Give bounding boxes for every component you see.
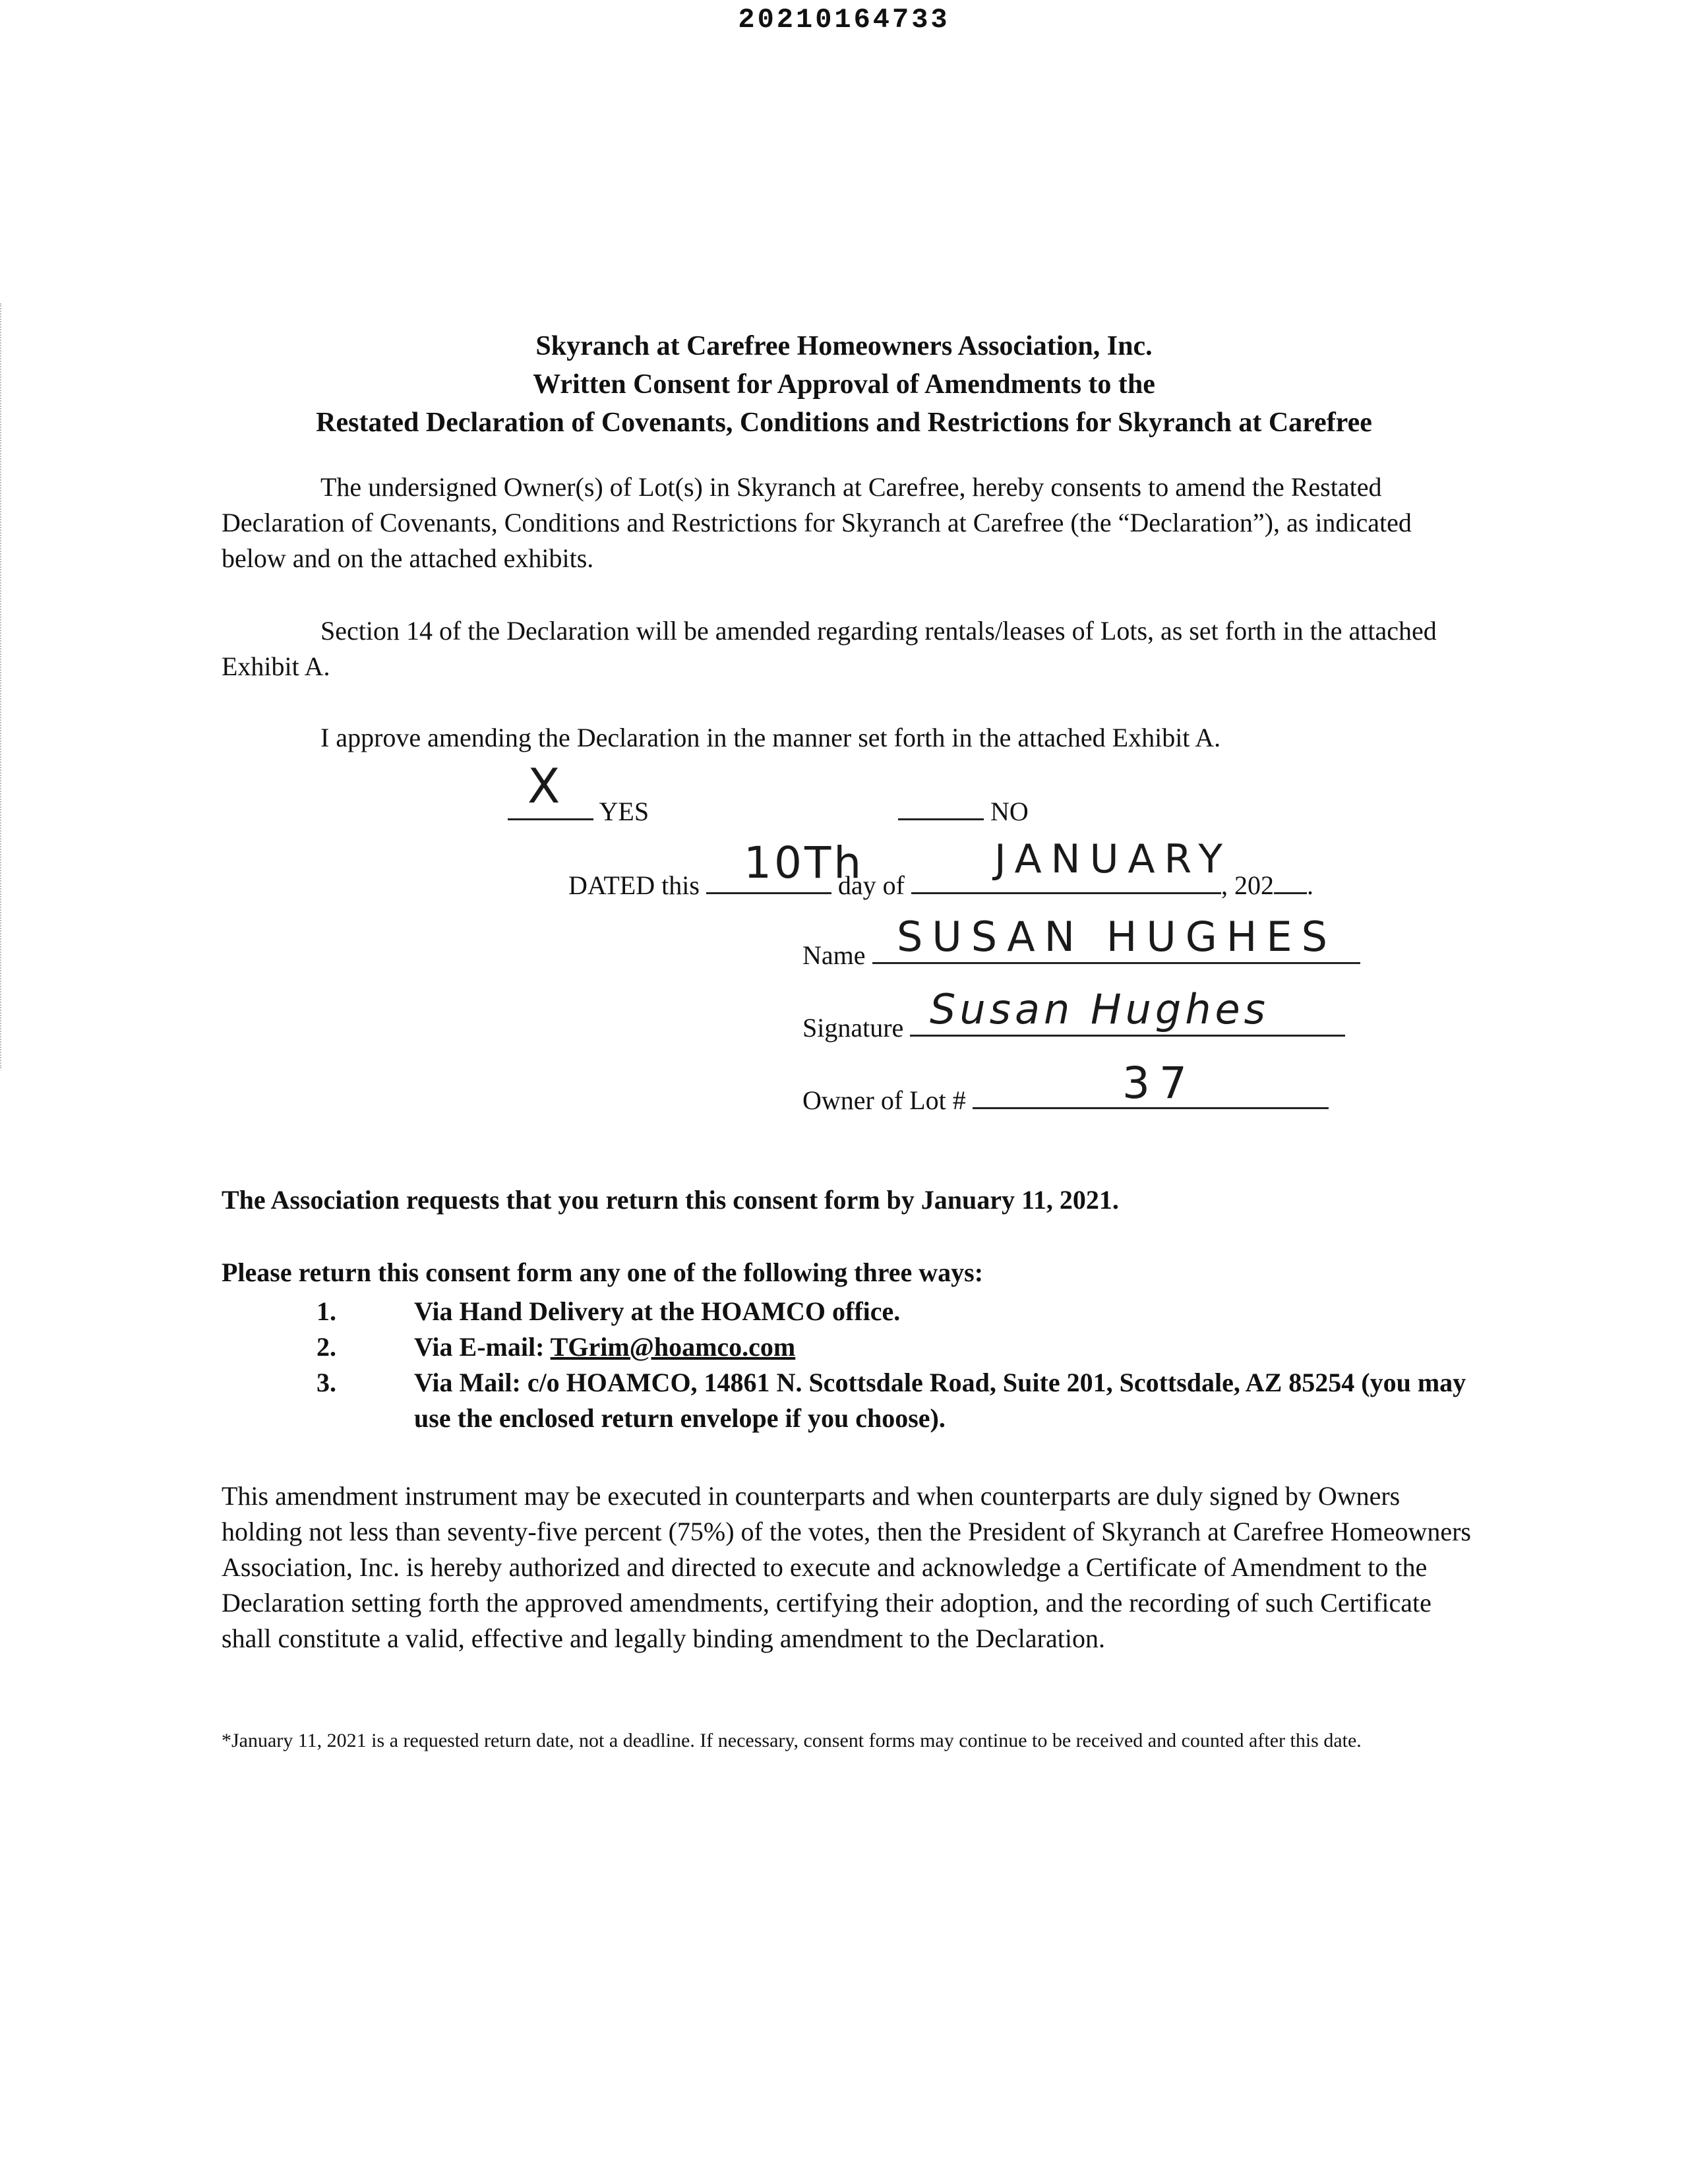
footnote: *January 11, 2021 is a requested return date, not a deadline. If necessary, consent forms may continue to be received and counted after this date.	[222, 1730, 1362, 1751]
recording-number: 20210164733	[738, 4, 950, 36]
email-prefix: Via E-mail:	[414, 1332, 551, 1362]
list-number: 2.	[316, 1332, 336, 1362]
handwritten-month: JANUARY	[994, 836, 1232, 882]
lot-label: Owner of Lot #	[802, 1085, 966, 1115]
day-of-label: day of	[837, 870, 905, 900]
yes-label: YES	[599, 797, 649, 826]
scan-edge-marks	[0, 303, 5, 1068]
return-method-hand-delivery	[316, 1294, 1477, 1329]
return-instructions: Please return this consent form any one of the following three ways:	[222, 1258, 984, 1287]
return-method-mail	[316, 1365, 1477, 1436]
document-title	[132, 327, 1556, 442]
list-number: 3.	[316, 1368, 336, 1397]
handwritten-day: 10Th	[744, 837, 864, 888]
approval-statement: I approve amending the Declaration in the manner set forth in the attached Exhibit A.	[320, 723, 1221, 752]
year-end: .	[1306, 870, 1313, 900]
consent-paragraph: The undersigned Owner(s) of Lot(s) in Skyranch at Carefree, hereby consents to amend the Restated Declaration of Covenants, Conditions and Restrictions for Skyranch at Carefree (the “Declaration”), as indicated below and on the attached exhibits.	[222, 472, 1412, 573]
handwritten-lot: 37	[1122, 1058, 1196, 1108]
lot-row	[802, 1083, 1329, 1117]
year-field[interactable]	[1274, 868, 1307, 894]
handwritten-name: SUSAN HUGHES	[897, 913, 1337, 961]
title-line-2: Written Consent for Approval of Amendments to the	[533, 369, 1155, 400]
return-method-email	[316, 1329, 1477, 1365]
yes-checkmark: X	[528, 758, 570, 814]
title-line-3: Restated Declaration of Covenants, Conditions and Restrictions for Skyranch at Carefree	[316, 408, 1372, 438]
list-number: 1.	[316, 1296, 336, 1326]
year-label: , 202	[1221, 870, 1274, 900]
list-text: Via Mail: c/o HOAMCO, 14861 N. Scottsdale Road, Suite 201, Scottsdale, AZ 85254 (you may use the enclosed return envelope if you choose).	[414, 1368, 1466, 1433]
no-label: NO	[990, 797, 1029, 826]
no-blank[interactable]	[898, 795, 984, 820]
handwritten-signature: Susan Hughes	[930, 985, 1269, 1033]
email-link[interactable]: TGrim@hoamco.com	[550, 1332, 796, 1362]
section-14-paragraph: Section 14 of the Declaration will be amended regarding rentals/leases of Lots, as set forth in the attached Exhibit A.	[222, 616, 1437, 681]
list-text	[414, 1329, 1477, 1365]
return-request: The Association requests that you return this consent form by January 11, 2021.	[222, 1185, 1119, 1215]
no-option[interactable]	[898, 795, 1029, 828]
title-line-1: Skyranch at Carefree Homeowners Association, Inc.	[535, 331, 1153, 361]
counterparts-paragraph: This amendment instrument may be executed in counterparts and when counterparts are duly signed by Owners holding not less than seventy-five percent (75%) of the votes, then the President of Skyranch at Carefree Homeowners Association, Inc. is hereby authorized and directed to execute and acknowledge a Certificate of Amendment to the Declaration setting forth the approved amendments, certifying their adoption, and the recording of such Certificate shall constitute a valid, effective and legally binding amendment to the Declaration.	[222, 1481, 1471, 1653]
dated-label: DATED this	[568, 870, 700, 900]
name-label: Name	[802, 940, 866, 970]
signature-label: Signature	[802, 1013, 904, 1043]
list-text: Via Hand Delivery at the HOAMCO office.	[414, 1296, 901, 1326]
